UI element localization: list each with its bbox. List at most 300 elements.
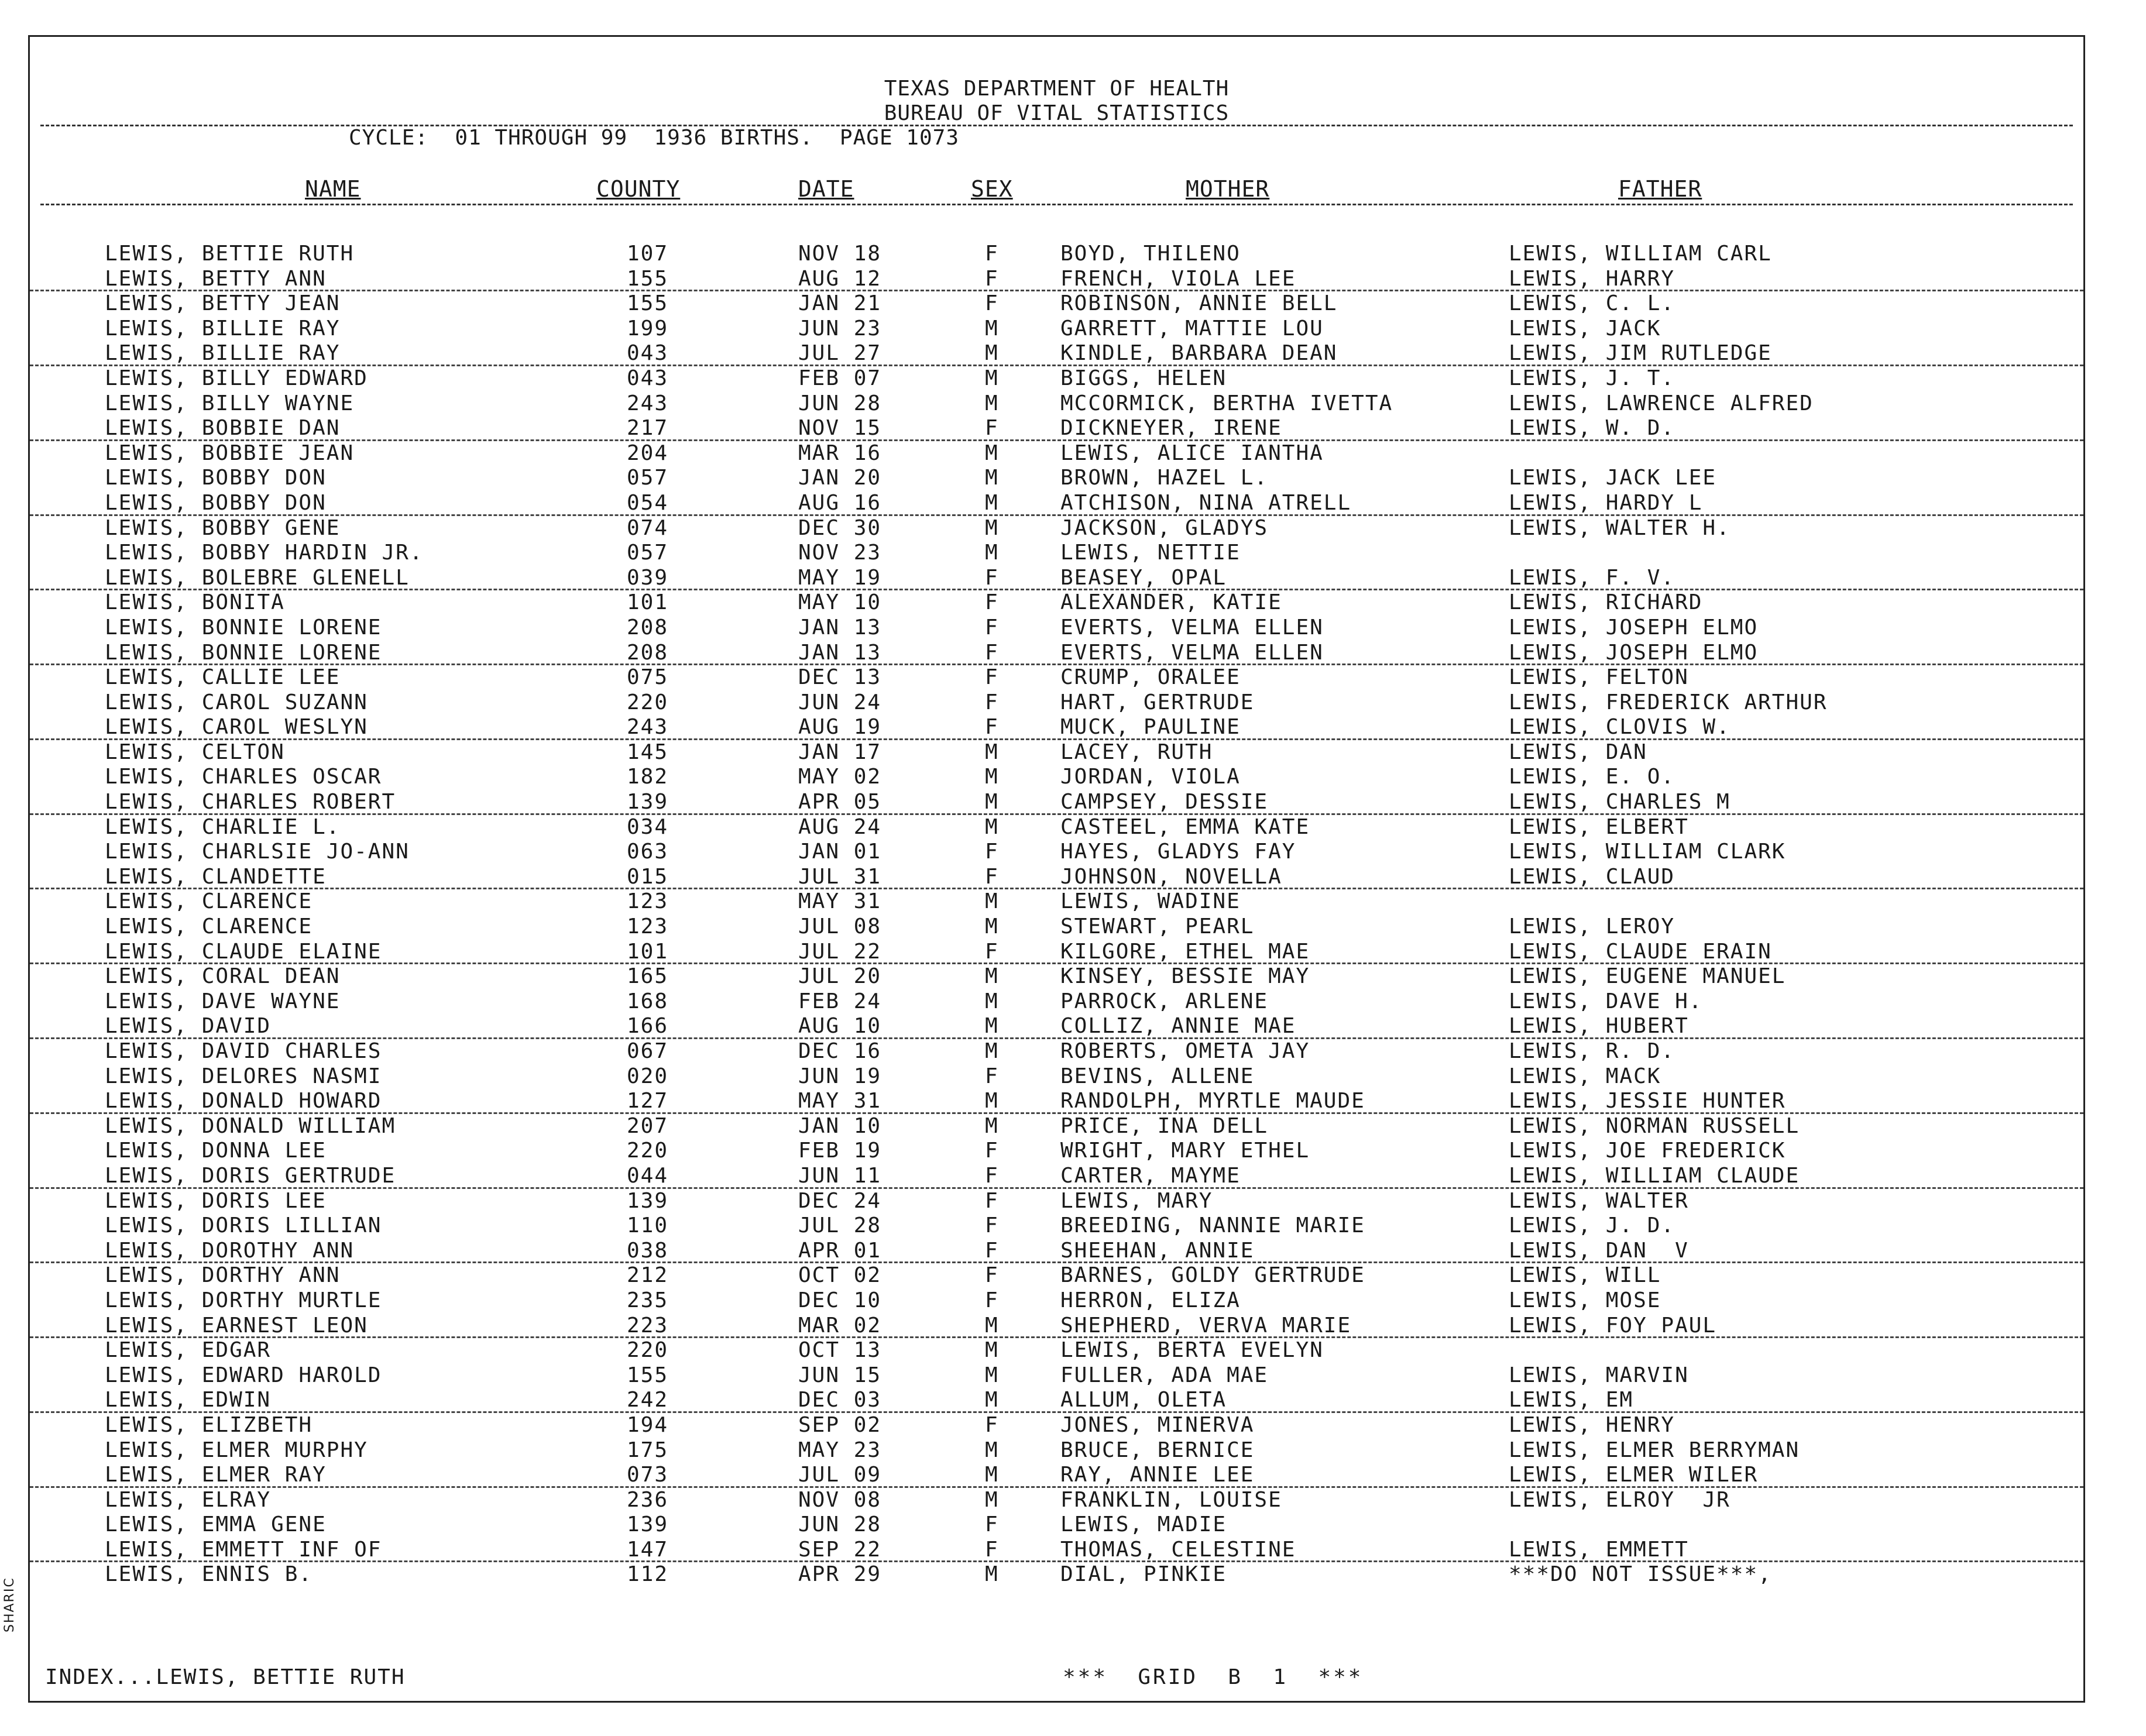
cell-sex: M xyxy=(985,1487,999,1512)
cell-mother: ROBERTS, OMETA JAY xyxy=(1060,1039,1310,1063)
cell-sex: F xyxy=(985,1188,999,1213)
cell-sex: F xyxy=(985,291,999,316)
cell-sex: M xyxy=(985,1039,999,1063)
cell-name: LEWIS, BILLIE RAY xyxy=(105,341,341,366)
cell-mother: LEWIS, MADIE xyxy=(1060,1512,1227,1537)
table-row xyxy=(30,1488,2083,1513)
cell-mother: BREEDING, NANNIE MARIE xyxy=(1060,1214,1365,1238)
cell-mother: MUCK, PAULINE xyxy=(1060,715,1241,740)
cell-county: 139 xyxy=(627,1512,669,1537)
cell-name: LEWIS, BONNIE LORENE xyxy=(105,615,382,640)
cell-date: DEC 10 xyxy=(798,1288,882,1312)
cell-mother: DICKNEYER, IRENE xyxy=(1060,416,1282,441)
cell-mother: FRENCH, VIOLA LEE xyxy=(1060,266,1296,291)
table-row xyxy=(30,616,2083,641)
cell-father: LEWIS, HARDY L xyxy=(1509,490,1703,515)
cell-mother: CASTEEL, EMMA KATE xyxy=(1060,814,1310,839)
cell-name: LEWIS, CHARLES ROBERT xyxy=(105,790,396,814)
table-row xyxy=(30,366,2083,391)
table-row xyxy=(30,391,2083,417)
cell-name: LEWIS, CHARLSIE JO-ANN xyxy=(105,840,410,864)
cell-father: LEWIS, HENRY xyxy=(1509,1412,1675,1437)
table-row xyxy=(30,665,2083,690)
cell-county: 038 xyxy=(627,1238,669,1263)
cell-father: LEWIS, J. D. xyxy=(1509,1214,1675,1238)
cell-father: LEWIS, WALTER H. xyxy=(1509,515,1730,540)
cell-sex: F xyxy=(985,1163,999,1188)
cell-mother: LEWIS, NETTIE xyxy=(1060,541,1241,565)
cell-county: 015 xyxy=(627,864,669,889)
cell-mother: CRUMP, ORALEE xyxy=(1060,665,1241,690)
table-row xyxy=(30,566,2083,591)
cell-mother: DIAL, PINKIE xyxy=(1060,1562,1227,1587)
cell-father: LEWIS, HUBERT xyxy=(1509,1014,1689,1039)
cell-sex: M xyxy=(985,466,999,490)
cell-mother: ATCHISON, NINA ATRELL xyxy=(1060,490,1352,515)
cell-sex: F xyxy=(985,590,999,615)
cell-mother: FULLER, ADA MAE xyxy=(1060,1363,1269,1387)
cell-sex: F xyxy=(985,939,999,964)
cell-father: LEWIS, NORMAN RUSSELL xyxy=(1509,1113,1800,1138)
cell-county: 235 xyxy=(627,1288,669,1312)
table-row xyxy=(30,964,2083,989)
cell-father: LEWIS, LEROY xyxy=(1509,915,1675,939)
cell-mother: ALEXANDER, KATIE xyxy=(1060,590,1282,615)
cell-county: 243 xyxy=(627,715,669,740)
cell-name: LEWIS, DORIS LILLIAN xyxy=(105,1214,382,1238)
cell-date: JAN 13 xyxy=(798,615,882,640)
cell-sex: M xyxy=(985,740,999,764)
table-row xyxy=(30,341,2083,366)
cell-date: APR 01 xyxy=(798,1238,882,1263)
cell-mother: KILGORE, ETHEL MAE xyxy=(1060,939,1310,964)
cell-father: LEWIS, WILL xyxy=(1509,1263,1661,1288)
cell-sex: F xyxy=(985,1288,999,1312)
cell-county: 067 xyxy=(627,1039,669,1063)
cell-sex: M xyxy=(985,1313,999,1338)
table-row xyxy=(30,1363,2083,1388)
cell-county: 123 xyxy=(627,889,669,914)
cell-father: LEWIS, C. L. xyxy=(1509,291,1675,316)
cell-father: LEWIS, JACK LEE xyxy=(1509,466,1717,490)
cell-mother: WRIGHT, MARY ETHEL xyxy=(1060,1139,1310,1163)
cell-sex: M xyxy=(985,1338,999,1363)
index-footer: INDEX...LEWIS, BETTIE RUTH xyxy=(45,1665,406,1689)
cell-date: JAN 13 xyxy=(798,640,882,665)
table-row xyxy=(30,915,2083,940)
cell-father: LEWIS, CHARLES M xyxy=(1509,790,1730,814)
cell-name: LEWIS, DONALD HOWARD xyxy=(105,1089,382,1113)
cell-county: 166 xyxy=(627,1014,669,1039)
cell-father: LEWIS, ELMER WILER xyxy=(1509,1463,1759,1487)
cell-sex: F xyxy=(985,690,999,714)
table-row xyxy=(30,491,2083,516)
cell-name: LEWIS, BETTIE RUTH xyxy=(105,242,355,266)
cell-father: LEWIS, J. T. xyxy=(1509,366,1675,390)
cell-father: LEWIS, JIM RUTLEDGE xyxy=(1509,341,1772,366)
cell-sex: M xyxy=(985,441,999,465)
cell-mother: BEASEY, OPAL xyxy=(1060,565,1227,590)
cell-sex: F xyxy=(985,1412,999,1437)
cell-mother: KINSEY, BESSIE MAY xyxy=(1060,964,1310,989)
cell-father: LEWIS, ELMER BERRYMAN xyxy=(1509,1438,1800,1462)
table-row xyxy=(30,317,2083,342)
cell-county: 074 xyxy=(627,515,669,540)
cell-date: JUL 08 xyxy=(798,915,882,939)
cell-father: LEWIS, CLAUD xyxy=(1509,864,1675,889)
cell-name: LEWIS, EMMA GENE xyxy=(105,1512,327,1537)
cell-sex: F xyxy=(985,242,999,266)
cell-sex: M xyxy=(985,316,999,341)
cell-county: 075 xyxy=(627,665,669,690)
cell-father: LEWIS, MOSE xyxy=(1509,1288,1661,1312)
cell-sex: F xyxy=(985,416,999,441)
cell-name: LEWIS, DAVID CHARLES xyxy=(105,1039,382,1063)
cell-mother: RANDOLPH, MYRTLE MAUDE xyxy=(1060,1089,1365,1113)
cell-sex: F xyxy=(985,615,999,640)
cell-county: 243 xyxy=(627,391,669,415)
cell-date: APR 05 xyxy=(798,790,882,814)
table-row xyxy=(30,840,2083,865)
cell-mother: LACEY, RUTH xyxy=(1060,740,1213,764)
cell-name: LEWIS, CHARLES OSCAR xyxy=(105,765,382,789)
table-row xyxy=(30,1014,2083,1039)
cell-county: 043 xyxy=(627,366,669,390)
cell-father: LEWIS, CLOVIS W. xyxy=(1509,715,1730,740)
cell-father: LEWIS, JACK xyxy=(1509,316,1661,341)
cell-county: 212 xyxy=(627,1263,669,1288)
cell-county: 175 xyxy=(627,1438,669,1462)
cell-date: JUL 22 xyxy=(798,939,882,964)
cell-sex: M xyxy=(985,915,999,939)
cell-mother: THOMAS, CELESTINE xyxy=(1060,1537,1296,1562)
cell-mother: HERRON, ELIZA xyxy=(1060,1288,1241,1312)
cell-county: 220 xyxy=(627,1338,669,1363)
cell-date: JUN 19 xyxy=(798,1064,882,1088)
table-row xyxy=(30,242,2083,267)
cell-sex: M xyxy=(985,366,999,390)
cell-father: LEWIS, HARRY xyxy=(1509,266,1675,291)
cell-father: LEWIS, WILLIAM CLAUDE xyxy=(1509,1163,1800,1188)
cell-name: LEWIS, DONNA LEE xyxy=(105,1139,327,1163)
cell-name: LEWIS, DORIS GERTRUDE xyxy=(105,1163,396,1188)
table-row xyxy=(30,865,2083,890)
cell-mother: PARROCK, ARLENE xyxy=(1060,989,1269,1013)
cell-father: LEWIS, JESSIE HUNTER xyxy=(1509,1089,1786,1113)
cell-mother: GARRETT, MATTIE LOU xyxy=(1060,316,1324,341)
cell-name: LEWIS, ENNIS B. xyxy=(105,1562,313,1587)
cell-name: LEWIS, CORAL DEAN xyxy=(105,964,341,989)
cell-sex: F xyxy=(985,266,999,291)
cell-date: DEC 30 xyxy=(798,515,882,540)
cell-date: DEC 16 xyxy=(798,1039,882,1063)
cell-name: LEWIS, BOBBIE JEAN xyxy=(105,441,355,465)
cell-date: OCT 13 xyxy=(798,1338,882,1363)
cell-mother: CAMPSEY, DESSIE xyxy=(1060,790,1269,814)
cell-name: LEWIS, BETTY ANN xyxy=(105,266,327,291)
table-row xyxy=(30,1263,2083,1288)
cell-sex: F xyxy=(985,1139,999,1163)
cell-sex: M xyxy=(985,1113,999,1138)
cell-date: JUL 28 xyxy=(798,1214,882,1238)
cell-sex: M xyxy=(985,1562,999,1587)
table-row xyxy=(30,815,2083,840)
cell-mother: BRUCE, BERNICE xyxy=(1060,1438,1255,1462)
cell-sex: F xyxy=(985,864,999,889)
cell-date: DEC 13 xyxy=(798,665,882,690)
cell-name: LEWIS, ELIZBETH xyxy=(105,1412,313,1437)
cell-date: JUL 27 xyxy=(798,341,882,366)
cell-name: LEWIS, BILLIE RAY xyxy=(105,316,341,341)
cycle-info: CYCLE: 01 THROUGH 99 1936 BIRTHS. PAGE 1073 xyxy=(349,126,959,150)
cell-county: 107 xyxy=(627,242,669,266)
cell-name: LEWIS, BOBBY DON xyxy=(105,466,327,490)
cell-mother: EVERTS, VELMA ELLEN xyxy=(1060,640,1324,665)
cell-name: LEWIS, EDWARD HAROLD xyxy=(105,1363,382,1387)
cell-sex: M xyxy=(985,765,999,789)
cell-date: AUG 19 xyxy=(798,715,882,740)
cell-name: LEWIS, CELTON xyxy=(105,740,285,764)
birth-records-table xyxy=(30,242,2083,1587)
cell-mother: BIGGS, HELEN xyxy=(1060,366,1227,390)
cell-date: MAY 10 xyxy=(798,590,882,615)
cell-mother: BROWN, HAZEL L. xyxy=(1060,466,1269,490)
cell-date: JUN 11 xyxy=(798,1163,882,1188)
cell-sex: M xyxy=(985,1089,999,1113)
col-header-father: FATHER xyxy=(1618,176,1702,202)
cell-name: LEWIS, BONITA xyxy=(105,590,285,615)
cell-sex: F xyxy=(985,840,999,864)
table-row xyxy=(30,740,2083,765)
cell-county: 182 xyxy=(627,765,669,789)
cell-county: 194 xyxy=(627,1412,669,1437)
cell-county: 217 xyxy=(627,416,669,441)
table-row xyxy=(30,1089,2083,1114)
cell-name: LEWIS, DORIS LEE xyxy=(105,1188,327,1213)
cell-name: LEWIS, BONNIE LORENE xyxy=(105,640,382,665)
col-header-date: DATE xyxy=(798,176,854,202)
cell-name: LEWIS, BOBBY DON xyxy=(105,490,327,515)
cell-date: JUN 23 xyxy=(798,316,882,341)
cell-sex: F xyxy=(985,565,999,590)
table-row xyxy=(30,1463,2083,1488)
cell-sex: M xyxy=(985,515,999,540)
cell-sex: F xyxy=(985,1238,999,1263)
cell-name: LEWIS, BETTY JEAN xyxy=(105,291,341,316)
cell-date: AUG 24 xyxy=(798,814,882,839)
header-rule xyxy=(40,125,2073,126)
table-row xyxy=(30,790,2083,815)
bureau-title: BUREAU OF VITAL STATISTICS xyxy=(884,101,1230,125)
cell-county: 139 xyxy=(627,790,669,814)
cell-mother: HART, GERTRUDE xyxy=(1060,690,1255,714)
table-row xyxy=(30,1388,2083,1413)
cell-mother: LEWIS, BERTA EVELYN xyxy=(1060,1338,1324,1363)
cell-name: LEWIS, DAVID xyxy=(105,1014,272,1039)
cell-date: JUL 31 xyxy=(798,864,882,889)
cell-county: 057 xyxy=(627,541,669,565)
cell-county: 242 xyxy=(627,1388,669,1412)
cell-date: NOV 15 xyxy=(798,416,882,441)
cell-name: LEWIS, DORTHY ANN xyxy=(105,1263,341,1288)
col-header-county: COUNTY xyxy=(596,176,681,202)
cell-sex: M xyxy=(985,790,999,814)
cell-date: DEC 03 xyxy=(798,1388,882,1412)
cell-sex: M xyxy=(985,989,999,1013)
cell-county: 220 xyxy=(627,690,669,714)
table-row xyxy=(30,690,2083,716)
cell-mother: CARTER, MAYME xyxy=(1060,1163,1241,1188)
cell-sex: M xyxy=(985,1014,999,1039)
cell-sex: F xyxy=(985,640,999,665)
cell-father: LEWIS, RICHARD xyxy=(1509,590,1703,615)
cell-father: LEWIS, JOSEPH ELMO xyxy=(1509,640,1759,665)
cell-date: MAY 23 xyxy=(798,1438,882,1462)
cell-father: LEWIS, DAN V xyxy=(1509,1238,1689,1263)
cell-name: LEWIS, ELMER MURPHY xyxy=(105,1438,368,1462)
cell-county: 208 xyxy=(627,615,669,640)
cell-county: 207 xyxy=(627,1113,669,1138)
col-header-mother: MOTHER xyxy=(1186,176,1270,202)
table-row xyxy=(30,715,2083,740)
cell-county: 155 xyxy=(627,291,669,316)
table-row xyxy=(30,590,2083,616)
cell-county: 236 xyxy=(627,1487,669,1512)
agency-title: TEXAS DEPARTMENT OF HEALTH xyxy=(884,77,1230,101)
cell-name: LEWIS, CLARENCE xyxy=(105,915,313,939)
cell-father: LEWIS, MACK xyxy=(1509,1064,1661,1088)
cell-mother: SHEPHERD, VERVA MARIE xyxy=(1060,1313,1352,1338)
cell-sex: F xyxy=(985,1263,999,1288)
cell-sex: M xyxy=(985,341,999,366)
cell-date: JAN 21 xyxy=(798,291,882,316)
cell-date: NOV 08 xyxy=(798,1487,882,1512)
table-row xyxy=(30,641,2083,666)
cell-mother: JORDAN, VIOLA xyxy=(1060,765,1241,789)
table-row xyxy=(30,940,2083,965)
cell-father: LEWIS, FELTON xyxy=(1509,665,1689,690)
document-frame xyxy=(28,35,2085,1703)
cell-date: JUN 28 xyxy=(798,1512,882,1537)
cell-father: LEWIS, WILLIAM CARL xyxy=(1509,242,1772,266)
cell-sex: F xyxy=(985,715,999,740)
cell-county: 020 xyxy=(627,1064,669,1088)
cell-name: LEWIS, CAROL SUZANN xyxy=(105,690,368,714)
cell-mother: EVERTS, VELMA ELLEN xyxy=(1060,615,1324,640)
cell-county: 073 xyxy=(627,1463,669,1487)
table-row xyxy=(30,1438,2083,1463)
cell-mother: LEWIS, WADINE xyxy=(1060,889,1241,914)
cell-mother: BOYD, THILENO xyxy=(1060,242,1241,266)
cell-date: JUN 28 xyxy=(798,391,882,415)
cell-name: LEWIS, CLAUDE ELAINE xyxy=(105,939,382,964)
cell-name: LEWIS, DOROTHY ANN xyxy=(105,1238,355,1263)
table-row xyxy=(30,1288,2083,1314)
cell-mother: KINDLE, BARBARA DEAN xyxy=(1060,341,1338,366)
cell-date: MAR 02 xyxy=(798,1313,882,1338)
cell-mother: LEWIS, ALICE IANTHA xyxy=(1060,441,1324,465)
cell-mother: LEWIS, MARY xyxy=(1060,1188,1213,1213)
cell-county: 101 xyxy=(627,939,669,964)
cell-name: LEWIS, CAROL WESLYN xyxy=(105,715,368,740)
cell-county: 165 xyxy=(627,964,669,989)
cell-sex: M xyxy=(985,814,999,839)
cell-county: 223 xyxy=(627,1313,669,1338)
cell-date: JUN 15 xyxy=(798,1363,882,1387)
cell-mother: BARNES, GOLDY GERTRUDE xyxy=(1060,1263,1365,1288)
cell-name: LEWIS, CLARENCE xyxy=(105,889,313,914)
cell-father: LEWIS, DAVE H. xyxy=(1509,989,1703,1013)
cell-father: LEWIS, CLAUDE ERAIN xyxy=(1509,939,1772,964)
cell-father: LEWIS, FREDERICK ARTHUR xyxy=(1509,690,1828,714)
cell-sex: M xyxy=(985,1438,999,1462)
cell-date: MAY 31 xyxy=(798,1089,882,1113)
cell-date: NOV 18 xyxy=(798,242,882,266)
cell-mother: JOHNSON, NOVELLA xyxy=(1060,864,1282,889)
cell-sex: M xyxy=(985,964,999,989)
cell-name: LEWIS, BOLEBRE GLENELL xyxy=(105,565,410,590)
cell-county: 063 xyxy=(627,840,669,864)
cell-name: LEWIS, BOBBIE DAN xyxy=(105,416,341,441)
cell-county: 220 xyxy=(627,1139,669,1163)
table-row xyxy=(30,267,2083,292)
cell-name: LEWIS, EMMETT INF OF xyxy=(105,1537,382,1562)
cell-date: JAN 20 xyxy=(798,466,882,490)
cell-county: 155 xyxy=(627,1363,669,1387)
cell-sex: M xyxy=(985,1363,999,1387)
cell-mother: ALLUM, OLETA xyxy=(1060,1388,1227,1412)
table-row xyxy=(30,466,2083,491)
cell-name: LEWIS, ELMER RAY xyxy=(105,1463,327,1487)
cell-date: AUG 16 xyxy=(798,490,882,515)
cell-mother: JACKSON, GLADYS xyxy=(1060,515,1269,540)
cell-county: 039 xyxy=(627,565,669,590)
cell-mother: COLLIZ, ANNIE MAE xyxy=(1060,1014,1296,1039)
cell-mother: FRANKLIN, LOUISE xyxy=(1060,1487,1282,1512)
cell-county: 054 xyxy=(627,490,669,515)
cell-date: SEP 02 xyxy=(798,1412,882,1437)
cell-name: LEWIS, BILLY WAYNE xyxy=(105,391,355,415)
table-row xyxy=(30,765,2083,790)
cell-date: MAR 16 xyxy=(798,441,882,465)
cell-father: LEWIS, EMMETT xyxy=(1509,1537,1689,1562)
cell-name: LEWIS, DONALD WILLIAM xyxy=(105,1113,396,1138)
cell-name: LEWIS, EDGAR xyxy=(105,1338,272,1363)
cell-father: LEWIS, DAN xyxy=(1509,740,1647,764)
table-row xyxy=(30,1413,2083,1438)
cell-sex: M xyxy=(985,889,999,914)
cell-date: DEC 24 xyxy=(798,1188,882,1213)
table-row xyxy=(30,1114,2083,1139)
cell-sex: M xyxy=(985,1388,999,1412)
table-row xyxy=(30,1314,2083,1339)
table-row xyxy=(30,1338,2083,1363)
cell-county: 155 xyxy=(627,266,669,291)
cell-mother: STEWART, PEARL xyxy=(1060,915,1255,939)
table-row xyxy=(30,291,2083,317)
table-row xyxy=(30,989,2083,1015)
cell-father: LEWIS, ELROY JR xyxy=(1509,1487,1730,1512)
cell-father: LEWIS, EM xyxy=(1509,1388,1634,1412)
cell-name: LEWIS, DORTHY MURTLE xyxy=(105,1288,382,1312)
cell-mother: ROBINSON, ANNIE BELL xyxy=(1060,291,1338,316)
cell-county: 168 xyxy=(627,989,669,1013)
cell-date: MAY 02 xyxy=(798,765,882,789)
table-row xyxy=(30,1562,2083,1587)
cell-father: LEWIS, MARVIN xyxy=(1509,1363,1689,1387)
cell-county: 147 xyxy=(627,1537,669,1562)
cell-sex: M xyxy=(985,490,999,515)
